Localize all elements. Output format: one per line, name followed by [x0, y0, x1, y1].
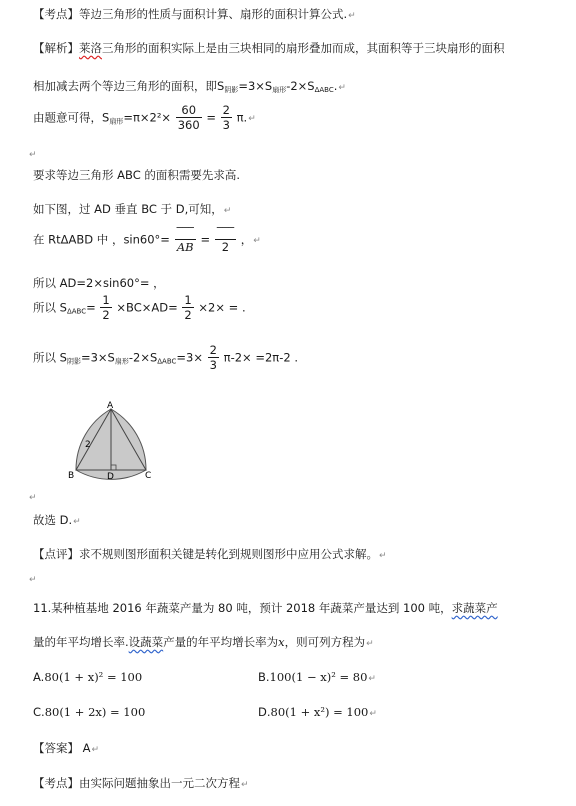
return-mark: ↵ [241, 780, 249, 790]
numerator: ‾‾‾ [216, 225, 235, 239]
answer-choice-line [33, 512, 81, 528]
shaded-area-line [33, 343, 298, 373]
subscript: 扇形 [114, 357, 129, 366]
variable-x: x [278, 635, 285, 649]
answer-value: A [82, 741, 91, 755]
return-mark: ↵ [338, 83, 346, 93]
fraction [100, 293, 111, 323]
text-segment: = [86, 300, 96, 315]
label-a: A [107, 401, 114, 411]
subscript: ΔABC [157, 357, 177, 366]
text-segment: 所以 S [33, 300, 67, 315]
kaodian-line-2 [33, 775, 249, 791]
fraction [182, 293, 193, 323]
dianping-tag: 【点评】 [33, 547, 79, 561]
ad-value-line [33, 275, 165, 291]
text-segment: =π×2²× [123, 110, 172, 125]
subscript: ΔABC [66, 307, 87, 316]
text-segment: 所以 S [33, 350, 67, 365]
spellcheck-word: 莱洛 [79, 41, 102, 55]
denominator: 2 [221, 240, 230, 255]
text-segment: ×BC×AD= [116, 300, 178, 315]
option-expression: 80(1 + 2x) = 100 [44, 705, 146, 719]
text-segment: 如下图，过 AD 垂直 BC 于 D,可知， [33, 202, 223, 216]
option-label: B. [258, 670, 270, 684]
label-side-length: 2 [85, 440, 91, 450]
return-mark: ↵ [73, 517, 81, 527]
ad-line [33, 201, 231, 217]
question-number: 11. [33, 601, 52, 615]
return-mark: ↵ [379, 551, 387, 561]
kaodian-tag: 【考点】 [33, 776, 79, 790]
sin-line [33, 225, 261, 255]
text-segment: π. [236, 110, 248, 125]
return-mark: ↵ [91, 745, 100, 755]
numerator: 1 [184, 293, 192, 307]
return-mark: ↵ [248, 114, 256, 125]
option-c [33, 705, 145, 719]
subscript: ΔABC [314, 86, 334, 94]
fraction [221, 103, 232, 133]
text-segment: 要求等边三角形 ABC 的面积需要先求高. [33, 168, 241, 182]
label-b: B [68, 471, 75, 481]
label-d: D [107, 472, 114, 482]
subscript: 阴影 [224, 86, 239, 94]
grammar-mark: 求蔬菜产 [451, 601, 498, 615]
fraction [208, 343, 219, 373]
denominator: 2 [184, 308, 192, 323]
text-segment: -2×S [128, 350, 158, 365]
text-segment: =3×S [80, 350, 115, 365]
return-mark: ↵ [29, 493, 37, 503]
text-segment: =3× [176, 350, 204, 365]
reuleaux-triangle-figure [60, 396, 170, 486]
text-segment: ×2× = . [198, 300, 246, 315]
jiexi-text: 三角形的面积实际上是由三块相同的扇形叠加而成，其面积等于三块扇形的面积 [102, 41, 505, 55]
return-mark: ↵ [29, 150, 37, 160]
fraction [175, 225, 196, 255]
subscript: 扇形 [109, 117, 124, 126]
text-segment: 由实际问题抽象出一元二次方程 [79, 776, 240, 790]
text-segment: 产量的年平均增长率为 [163, 635, 279, 649]
answer-tag: 【答案】 [33, 741, 79, 755]
option-expression: 100(1 − x)² = 80 [269, 670, 368, 684]
option-label: A. [33, 670, 45, 684]
kaodian-text: 等边三角形的性质与面积计算、扇形的面积计算公式. [79, 7, 348, 21]
denominator: AB [176, 240, 194, 255]
subscript: 扇形 [272, 86, 287, 94]
text-segment: 求不规则图形面积关键是转化到规则图形中应用公式求解。 [79, 547, 378, 561]
return-mark: ↵ [223, 206, 232, 216]
text-segment: 由题意可得，S [33, 110, 110, 125]
numerator: 1 [102, 293, 110, 307]
text-segment: 故选 D. [33, 513, 73, 527]
return-mark: ↵ [348, 11, 356, 21]
option-expression: 80(1 + x)² = 100 [44, 670, 143, 684]
text-segment: 所以 AD=2×sin60°= ， [33, 276, 165, 290]
kaodian-tag: 【考点】 [33, 7, 79, 21]
text-segment: 量的年平均增长率. [33, 635, 129, 649]
numerator: ‾‾‾ [176, 225, 194, 239]
text-segment: 在 RtΔABD 中 ，sin60°= [33, 232, 170, 247]
text-segment: = [200, 232, 211, 247]
return-mark: ↵ [369, 709, 377, 719]
label-c: C [145, 471, 152, 481]
option-b [258, 670, 376, 684]
text-segment: 某种植基地 2016 年蔬菜产量为 80 吨，预计 2018 年蔬菜产量达到 100 吨， [51, 601, 452, 615]
return-mark: ↵ [29, 575, 37, 585]
height-line [33, 167, 240, 183]
kaodian-line [33, 6, 356, 22]
question-11-line-2 [33, 634, 374, 650]
return-mark: ↵ [253, 236, 261, 247]
denominator: 3 [209, 358, 217, 373]
fraction [215, 225, 236, 255]
jiexi-tag: 【解析】 [33, 41, 79, 55]
text-segment: 相加减去两个等边三角形的面积，即S [33, 79, 225, 93]
option-d [258, 705, 377, 719]
text-segment: =3×S [238, 79, 273, 93]
fraction [176, 103, 202, 133]
grammar-mark: 设蔬菜 [128, 635, 164, 649]
answer-line [33, 740, 99, 756]
denominator: 360 [177, 118, 200, 133]
jiexi-line [33, 40, 505, 56]
numerator: 2 [209, 343, 217, 357]
numerator: 60 [176, 103, 202, 118]
numerator: 2 [222, 103, 230, 117]
text-segment: ， [240, 232, 253, 247]
denominator: 3 [222, 118, 230, 133]
text-segment: π-2× =2π-2 . [223, 350, 298, 365]
option-expression: 80(1 + x²) = 100 [270, 705, 369, 719]
option-a [33, 670, 142, 684]
text-segment: -2×S [286, 79, 315, 93]
subscript: 阴影 [66, 357, 81, 366]
option-label: C. [33, 705, 45, 719]
sector-area-line [33, 103, 256, 133]
question-11-line [33, 600, 498, 616]
return-mark: ↵ [366, 639, 374, 649]
jiexi-line-2 [33, 78, 346, 95]
return-mark: ↵ [368, 674, 376, 684]
text-segment: ，则可列方程为 [284, 635, 366, 649]
denominator: 2 [102, 308, 110, 323]
text-segment: . [333, 79, 338, 93]
triangle-area-line [33, 293, 246, 323]
option-label: D. [258, 705, 271, 719]
text-segment: = [206, 110, 216, 125]
dianping-line [33, 546, 387, 562]
